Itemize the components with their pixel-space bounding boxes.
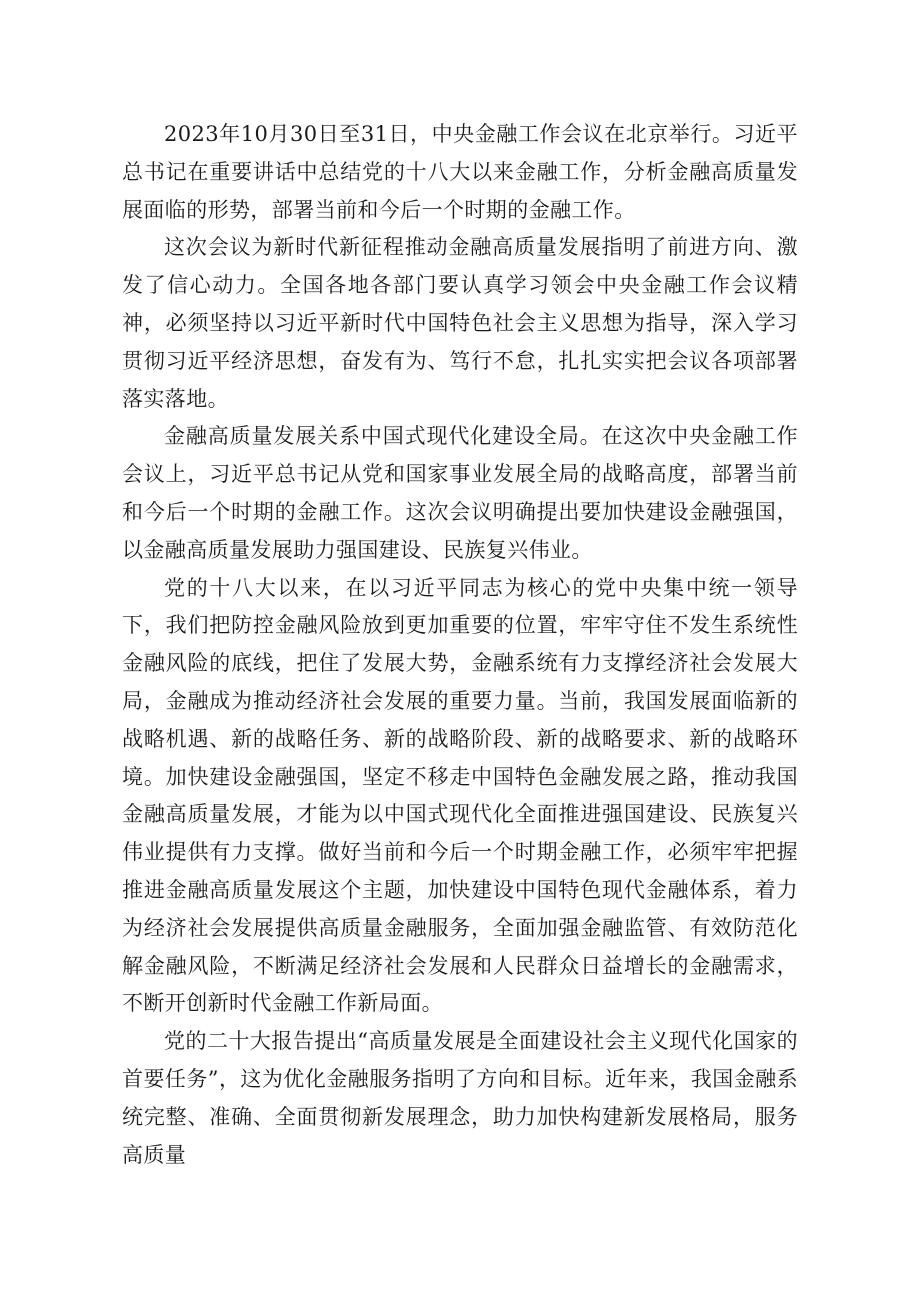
paragraph-2: 这次会议为新时代新征程推动金融高质量发展指明了前进方向、激发了信心动力。全国各地各部门要认真学习领会中央金融工作会议精神，必须坚持以习近平新时代中国特色社会主义思想为指导，深入学习贯彻习近平经济思想，奋发有为、笃行不怠，扎扎实实把会议各项部署落实落地。 <box>122 235 798 411</box>
paragraph-1: 2023年10月30日至31日，中央金融工作会议在北京举行。习近平总书记在重要讲话中总结党的十八大以来金融工作，分析金融高质量发展面临的形势，部署当前和今后一个时期的金融工作。 <box>122 122 798 222</box>
paragraph-3: 金融高质量发展关系中国式现代化建设全局。在这次中央金融工作会议上，习近平总书记从党和国家事业发展全局的战略高度，部署当前和今后一个时期的金融工作。这次会议明确提出要加快建设金融强国，以金融高质量发展助力强国建设、民族复兴伟业。 <box>122 424 798 562</box>
document-page <box>122 116 798 1174</box>
paragraph-4: 党的十八大以来，在以习近平同志为核心的党中央集中统一领导下，我们把防控金融风险放到更加重要的位置，牢牢守住不发生系统性金融风险的底线，把住了发展大势，金融系统有力支撑经济社会发展大局，金融成为推动经济社会发展的重要力量。当前，我国发展面临新的战略机遇、新的战略任务、新的战略阶段、新的战略要求、新的战略环境。加快建设金融强国，坚定不移走中国特色金融发展之路，推动我国金融高质量发展，才能为以中国式现代化全面推进强国建设、民族复兴伟业提供有力支撑。做好当前和今后一个时期金融工作，必须牢牢把握推进金融高质量发展这个主题，加快建设中国特色现代金融体系，着力为经济社会发展提供高质量金融服务，全面加强金融监管、有效防范化解金融风险，不断满足经济社会发展和人民群众日益增长的金融需求，不断开创新时代金融工作新局面。 <box>122 575 798 1016</box>
paragraph-5: 党的二十大报告提出“高质量发展是全面建设社会主义现代化国家的首要任务”，这为优化金融服务指明了方向和目标。近年来，我国金融系统完整、准确、全面贯彻新发展理念，助力加快构建新发展格局，服务高质量 <box>122 1029 798 1167</box>
